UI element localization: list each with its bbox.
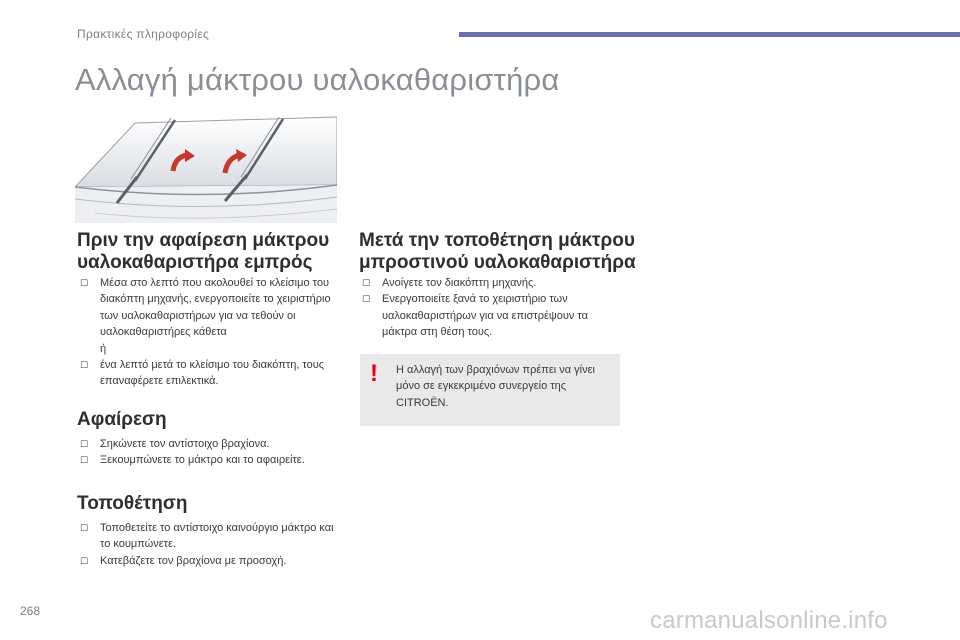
bullet-icon: ☐ xyxy=(362,278,371,288)
bullet-icon: ☐ xyxy=(80,523,89,533)
section-title-line: υαλοκαθαριστήρα εμπρός xyxy=(77,252,313,273)
section-title-removal: Αφαίρεση xyxy=(77,409,167,430)
bullet-icon: ☐ xyxy=(80,455,89,466)
page-title: Αλλαγή μάκτρου υαλοκαθαριστήρα xyxy=(75,62,560,97)
list-item: ☐ Μέσα στο λεπτό που ακολουθεί το κλείσιμο του διακόπτη μηχανής, ενεργοποιείτε το χειριστήριο των υαλοκαθαριστήρων για να τεθούν οι υαλοκαθαριστήρες κάθετα xyxy=(80,277,331,339)
section-title-before-removal xyxy=(77,230,329,274)
list-item: ή xyxy=(100,342,107,355)
section-title-line: μπροστινού υαλοκαθαριστήρα xyxy=(359,252,636,273)
after-fitting-list xyxy=(362,275,624,341)
section-title-after-fitting xyxy=(359,230,636,274)
list-item: ☐ Σηκώνετε τον αντίστοιχο βραχίονα. xyxy=(80,436,350,452)
section-title-fitting: Τοποθέτηση xyxy=(77,493,188,514)
list-item: ☐ Ανοίγετε τον διακόπτη μηχανής. xyxy=(362,275,624,291)
removal-list xyxy=(80,436,350,469)
watermark: carmanualsonline.info xyxy=(650,607,888,634)
list-item: ☐ Ενεργοποιείτε ξανά το χειριστήριο των υαλοκαθαριστήρων για να επιστρέψουν τα μάκτρα στη θέση τους. xyxy=(362,293,588,339)
list-item: ☐ Ξεκουμπώνετε το μάκτρο και το αφαιρείτε. xyxy=(80,452,350,468)
warning-icon: ! xyxy=(370,360,378,387)
header-accent-bar xyxy=(459,32,960,37)
bullet-icon: ☐ xyxy=(80,439,89,449)
section-title-line: Μετά την τοποθέτηση μάκτρου xyxy=(359,230,635,251)
bullet-icon: ☐ xyxy=(80,360,89,371)
list-item: ☐ Κατεβάζετε τον βραχίονα με προσοχή. xyxy=(80,553,338,569)
list-item: ☐ Τοποθετείτε το αντίστοιχο καινούργιο μάκτρο και το κουμπώνετε. xyxy=(80,522,334,551)
warning-text: Η αλλαγή των βραχιόνων πρέπει να γίνει μόνο σε εγκεκριμένο συνεργείο της CITROËN. xyxy=(396,364,595,409)
section-header: Πρακτικές πληροφορίες xyxy=(77,27,210,41)
bullet-icon: ☐ xyxy=(362,294,371,305)
list-item: ☐ ένα λεπτό μετά το κλείσιμο του διακόπτη, τους επαναφέρετε επιλεκτικά. xyxy=(80,359,325,388)
wiper-illustration xyxy=(75,115,337,223)
section-title-line: Πριν την αφαίρεση μάκτρου xyxy=(77,230,330,251)
page-number: 268 xyxy=(20,604,41,618)
bullet-icon: ☐ xyxy=(80,278,89,288)
before-removal-list xyxy=(80,275,342,390)
fitting-list xyxy=(80,520,338,569)
bullet-icon: ☐ xyxy=(80,555,89,566)
warning-notice xyxy=(360,354,620,426)
